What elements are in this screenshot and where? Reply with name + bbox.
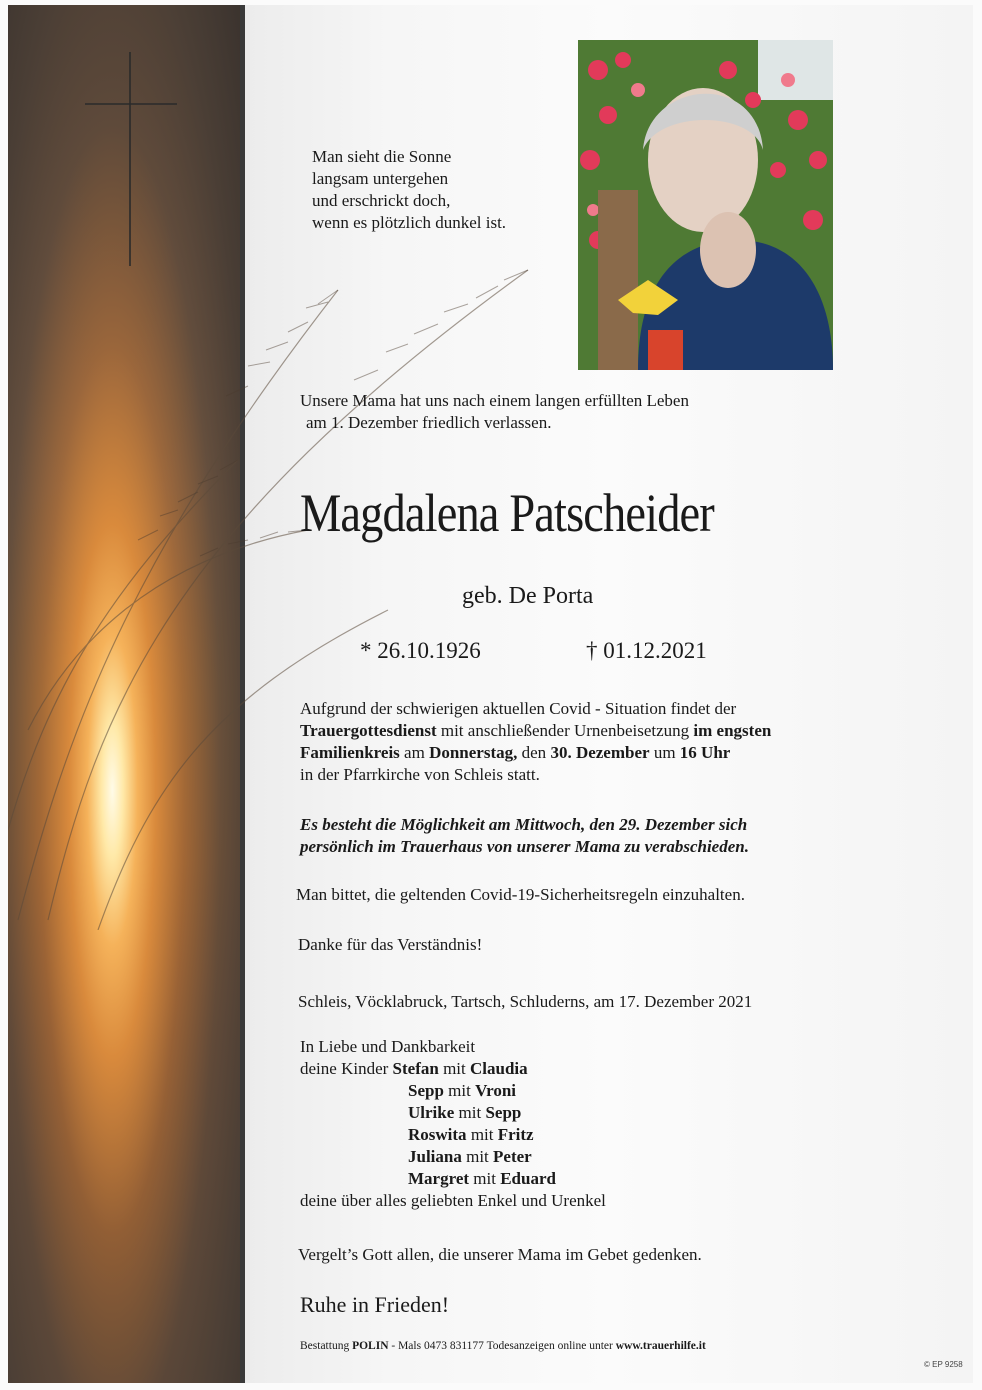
bold-text: Familienkreis	[300, 743, 400, 762]
partner-name: Vroni	[475, 1081, 517, 1100]
child-name: Sepp	[408, 1081, 444, 1100]
text: mit	[438, 1059, 470, 1078]
text: mit	[461, 1147, 494, 1166]
partner-name: Claudia	[469, 1059, 528, 1078]
undertaker-name: POLIN	[352, 1340, 389, 1352]
death-date: † 01.12.2021	[586, 638, 707, 663]
safety-rules: Man bittet, die geltenden Covid-19-Sicherheitsregeln einzuhalten.	[296, 885, 745, 904]
birth-date: * 26.10.1926	[360, 638, 481, 663]
partner-name: Eduard	[500, 1169, 556, 1188]
bold-text: 30. Dezember	[550, 743, 650, 762]
quote-line: und erschrickt doch,	[312, 191, 451, 210]
service-line: Aufgrund der schwierigen aktuellen Covid - Situation findet der	[300, 699, 737, 718]
cross-icon	[85, 52, 177, 266]
partner-name: Fritz	[497, 1125, 534, 1144]
family-row	[300, 1102, 606, 1124]
birth-name: geb. De Porta	[462, 583, 594, 609]
bold-text: Trauergottesdienst	[300, 721, 437, 740]
text: um	[649, 743, 680, 762]
quote-line: wenn es plötzlich dunkel ist.	[312, 213, 507, 232]
rest-in-peace: Ruhe in Frieden!	[300, 1292, 450, 1317]
text: am	[399, 743, 430, 762]
text: mit anschließender Urnenbeisetzung	[436, 721, 694, 740]
family-row	[300, 1168, 606, 1190]
portrait-photo	[578, 40, 833, 370]
partner-name: Peter	[493, 1147, 532, 1166]
intro-line: Unsere Mama hat uns nach einem langen erfüllten Leben	[300, 391, 689, 410]
text: mit	[469, 1169, 501, 1188]
child-name: Ulrike	[408, 1103, 455, 1122]
text: mit	[454, 1103, 486, 1122]
text: Bestattung	[300, 1340, 353, 1352]
visit-line: Es besteht die Möglichkeit am Mittwoch, den 29. Dezember sich	[300, 815, 748, 834]
child-name: Stefan	[392, 1059, 439, 1078]
family-intro: In Liebe und Dankbarkeit	[300, 1037, 476, 1056]
service-line	[300, 742, 771, 764]
family-row	[300, 1058, 606, 1080]
grandchildren-line: deine über alles geliebten Enkel und Urenkel	[300, 1191, 606, 1210]
quote-line: langsam untergehen	[312, 169, 449, 188]
text: den	[517, 743, 551, 762]
deceased-name: Magdalena Patscheider	[300, 483, 714, 543]
family-row	[300, 1146, 606, 1168]
child-name: Roswita	[408, 1125, 467, 1144]
family-row	[300, 1080, 606, 1102]
print-code: © EP 9258	[924, 1360, 963, 1369]
intro-text	[300, 390, 689, 434]
visit-info	[300, 814, 749, 858]
bold-text: 16 Uhr	[679, 743, 731, 762]
website-link[interactable]: www.trauerhilfe.it	[615, 1340, 706, 1352]
vergelts-gott: Vergelt’s Gott allen, die unserer Mama im Gebet gedenken.	[298, 1245, 702, 1264]
text: mit	[443, 1081, 476, 1100]
text: mit	[466, 1125, 498, 1144]
partner-name: Sepp	[485, 1103, 522, 1122]
service-line	[300, 720, 771, 742]
quote-line: Man sieht die Sonne	[312, 147, 452, 166]
visit-line: persönlich im Trauerhaus von unserer Mama zu verabschieden.	[300, 837, 749, 856]
bold-text: Donnerstag,	[429, 743, 518, 762]
child-name: Margret	[408, 1169, 470, 1188]
text: deine Kinder	[300, 1059, 393, 1078]
poem-quote	[312, 146, 506, 234]
thanks-text: Danke für das Verständnis!	[298, 935, 483, 954]
service-line: in der Pfarrkirche von Schleis statt.	[300, 765, 540, 784]
undertaker-footer	[300, 1340, 706, 1352]
family-row	[300, 1124, 606, 1146]
intro-line: am 1. Dezember friedlich verlassen.	[306, 413, 552, 432]
text: - Mals 0473 831177 Todesanzeigen online unter	[388, 1340, 616, 1352]
service-info	[300, 698, 771, 786]
family-list	[300, 1036, 606, 1212]
place-date: Schleis, Vöcklabruck, Tartsch, Schluderns, am 17. Dezember 2021	[298, 992, 753, 1011]
bold-text: im engsten	[693, 721, 772, 740]
child-name: Juliana	[408, 1147, 462, 1166]
life-dates	[360, 638, 707, 664]
